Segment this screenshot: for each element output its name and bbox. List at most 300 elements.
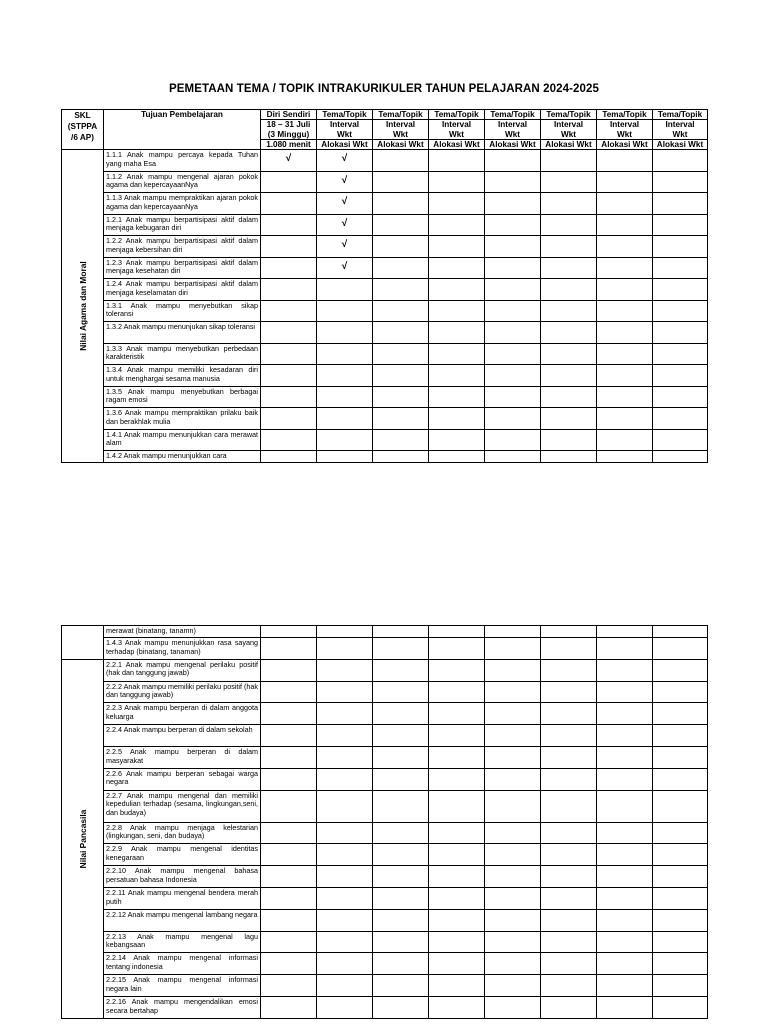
tujuan-pembelajaran-cell: 2.2.15 Anak mampu mengenal informasi negara lain	[104, 975, 261, 997]
col-topik-interval: Interval	[597, 120, 653, 130]
allocation-cell	[541, 822, 597, 844]
table-row	[62, 638, 708, 660]
allocation-cell	[261, 429, 317, 451]
allocation-cell	[541, 408, 597, 430]
allocation-cell	[261, 638, 317, 660]
allocation-cell	[485, 171, 541, 193]
allocation-cell	[261, 746, 317, 768]
tujuan-pembelajaran-cell: 2.2.5 Anak mampu berperan di dalam masyarakat	[104, 746, 261, 768]
allocation-cell	[541, 257, 597, 279]
allocation-cell	[653, 322, 708, 344]
allocation-cell	[485, 996, 541, 1018]
allocation-cell	[541, 343, 597, 365]
allocation-cell	[597, 214, 653, 236]
allocation-cell	[485, 365, 541, 387]
allocation-cell	[485, 236, 541, 258]
allocation-cell	[653, 746, 708, 768]
table-row	[62, 279, 708, 301]
skl-category-cell	[62, 626, 104, 660]
col-topik-wkt: Wkt	[653, 130, 708, 140]
col-topik-title: Tema/Topik	[373, 110, 429, 120]
table-row	[62, 953, 708, 975]
allocation-cell	[317, 953, 373, 975]
allocation-cell	[541, 996, 597, 1018]
allocation-cell	[485, 822, 541, 844]
allocation-cell	[261, 996, 317, 1018]
allocation-cell	[597, 236, 653, 258]
tujuan-pembelajaran-cell: 1.4.1 Anak mampu menunjukkan cara merawat alam	[104, 429, 261, 451]
allocation-cell	[261, 451, 317, 463]
allocation-cell	[429, 408, 485, 430]
table-row	[62, 365, 708, 387]
allocation-cell	[373, 746, 429, 768]
tujuan-pembelajaran-cell: 2.2.14 Anak mampu mengenal informasi tentang indonesia	[104, 953, 261, 975]
allocation-cell	[373, 343, 429, 365]
table-row	[62, 322, 708, 344]
col-topik-wkt: Wkt	[485, 130, 541, 140]
table-row	[62, 171, 708, 193]
table-row	[62, 150, 708, 172]
col-topik-interval: Interval	[541, 120, 597, 130]
table-row	[62, 236, 708, 258]
allocation-cell	[317, 451, 373, 463]
tujuan-pembelajaran-cell: 1.4.2 Anak mampu menunjukkan cara	[104, 451, 261, 463]
allocation-cell	[373, 909, 429, 931]
col-topik-alokasi: Alokasi Wkt	[597, 140, 653, 150]
allocation-cell	[485, 681, 541, 703]
table-row	[62, 790, 708, 822]
allocation-cell	[373, 386, 429, 408]
allocation-cell	[597, 822, 653, 844]
allocation-cell	[373, 638, 429, 660]
allocation-cell	[597, 626, 653, 638]
allocation-cell	[429, 975, 485, 997]
allocation-cell	[541, 214, 597, 236]
allocation-cell	[597, 703, 653, 725]
allocation-cell	[317, 429, 373, 451]
allocation-cell	[429, 300, 485, 322]
allocation-cell	[653, 681, 708, 703]
allocation-cell	[373, 975, 429, 997]
allocation-cell	[653, 279, 708, 301]
tujuan-pembelajaran-cell: 2.2.9 Anak mampu mengenal identitas kenegaraan	[104, 844, 261, 866]
col-first-title: Diri Sendiri	[261, 110, 317, 120]
allocation-cell	[597, 451, 653, 463]
allocation-cell	[261, 681, 317, 703]
allocation-cell	[485, 343, 541, 365]
allocation-cell	[261, 214, 317, 236]
allocation-cell	[597, 300, 653, 322]
allocation-cell	[597, 844, 653, 866]
allocation-cell	[373, 150, 429, 172]
table-row	[62, 975, 708, 997]
allocation-cell	[485, 386, 541, 408]
allocation-cell	[373, 931, 429, 953]
allocation-cell	[653, 236, 708, 258]
allocation-cell	[429, 866, 485, 888]
allocation-cell	[261, 279, 317, 301]
allocation-cell	[485, 866, 541, 888]
allocation-cell	[429, 322, 485, 344]
allocation-cell	[485, 768, 541, 790]
tujuan-pembelajaran-cell: 1.2.4 Anak mampu berpartisipasi aktif dalam menjaga keselamatan diri	[104, 279, 261, 301]
allocation-cell	[261, 408, 317, 430]
allocation-cell	[429, 193, 485, 215]
allocation-cell	[317, 931, 373, 953]
allocation-cell	[373, 257, 429, 279]
allocation-cell	[373, 844, 429, 866]
allocation-cell	[317, 725, 373, 747]
skl-header: SKL (STPPA /6 AP)	[62, 110, 104, 150]
tujuan-pembelajaran-cell: 2.2.3 Anak mampu berperan di dalam anggota keluarga	[104, 703, 261, 725]
col-topik-alokasi: Alokasi Wkt	[541, 140, 597, 150]
col-topik-interval: Interval	[429, 120, 485, 130]
allocation-cell	[317, 746, 373, 768]
col-topik-interval: Interval	[317, 120, 373, 130]
col-topik-alokasi: Alokasi Wkt	[485, 140, 541, 150]
col-topik-alokasi: Alokasi Wkt	[373, 140, 429, 150]
table-row	[62, 725, 708, 747]
allocation-cell: √	[317, 150, 373, 172]
skl-category-label: Nilai Agama dan Moral	[77, 261, 88, 351]
allocation-cell	[429, 343, 485, 365]
allocation-cell	[485, 300, 541, 322]
allocation-cell	[429, 887, 485, 909]
table-row	[62, 451, 708, 463]
tujuan-pembelajaran-cell: 2.2.2 Anak mampu memiliki perilaku positif (hak dan tanggung jawab)	[104, 681, 261, 703]
col-topik-title: Tema/Topik	[317, 110, 373, 120]
allocation-cell	[597, 746, 653, 768]
allocation-cell	[317, 703, 373, 725]
allocation-cell	[373, 866, 429, 888]
allocation-cell	[597, 638, 653, 660]
allocation-cell	[597, 953, 653, 975]
table-row	[62, 703, 708, 725]
allocation-cell	[317, 822, 373, 844]
allocation-cell	[541, 150, 597, 172]
col-topik-alokasi: Alokasi Wkt	[653, 140, 708, 150]
allocation-cell	[541, 279, 597, 301]
allocation-cell	[597, 681, 653, 703]
allocation-cell	[429, 214, 485, 236]
allocation-cell	[429, 844, 485, 866]
allocation-cell	[541, 171, 597, 193]
allocation-cell	[485, 214, 541, 236]
tujuan-pembelajaran-cell: 2.2.6 Anak mampu berperan sebagai warga negara	[104, 768, 261, 790]
allocation-cell	[597, 659, 653, 681]
allocation-cell	[261, 236, 317, 258]
col-topik-interval: Interval	[373, 120, 429, 130]
allocation-cell	[261, 887, 317, 909]
allocation-cell	[317, 681, 373, 703]
tujuan-header: Tujuan Pembelajaran	[104, 110, 261, 150]
allocation-cell	[429, 257, 485, 279]
allocation-cell	[485, 279, 541, 301]
allocation-cell	[317, 279, 373, 301]
page-title: PEMETAAN TEMA / TOPIK INTRAKURIKULER TAHUN PELAJARAN 2024-2025	[168, 83, 600, 95]
tujuan-pembelajaran-cell: 2.2.10 Anak mampu mengenal bahasa persatuan bahasa Indonesia	[104, 866, 261, 888]
allocation-cell	[597, 725, 653, 747]
allocation-cell	[485, 257, 541, 279]
table-row	[62, 681, 708, 703]
allocation-cell	[261, 866, 317, 888]
tujuan-pembelajaran-cell: 1.2.2 Anak mampu berpartisipasi aktif dalam menjaga kebersihan diri	[104, 236, 261, 258]
allocation-cell	[541, 931, 597, 953]
table-row	[62, 996, 708, 1018]
allocation-cell	[653, 768, 708, 790]
tujuan-pembelajaran-cell: 1.1.1 Anak mampu percaya kepada Tuhan yang maha Esa	[104, 150, 261, 172]
table-row	[62, 909, 708, 931]
mapping-table-page-2	[61, 625, 708, 1019]
allocation-cell	[373, 659, 429, 681]
allocation-cell	[653, 703, 708, 725]
allocation-cell	[485, 931, 541, 953]
table-row	[62, 822, 708, 844]
allocation-cell	[429, 451, 485, 463]
col-topik-title: Tema/Topik	[485, 110, 541, 120]
allocation-cell	[261, 193, 317, 215]
allocation-cell	[653, 866, 708, 888]
allocation-cell: √	[317, 193, 373, 215]
allocation-cell	[429, 790, 485, 822]
allocation-cell	[317, 790, 373, 822]
allocation-cell	[485, 322, 541, 344]
tujuan-pembelajaran-cell: 1.2.3 Anak mampu berpartisipasi aktif dalam menjaga kesehatan diri	[104, 257, 261, 279]
allocation-cell	[261, 300, 317, 322]
skl-category-cell	[62, 150, 104, 463]
allocation-cell	[597, 171, 653, 193]
allocation-cell	[317, 909, 373, 931]
allocation-cell	[653, 725, 708, 747]
allocation-cell	[653, 931, 708, 953]
allocation-cell	[541, 386, 597, 408]
col-topik-interval: Interval	[485, 120, 541, 130]
allocation-cell	[485, 725, 541, 747]
allocation-cell	[541, 365, 597, 387]
table-row	[62, 659, 708, 681]
allocation-cell	[317, 768, 373, 790]
allocation-cell	[373, 236, 429, 258]
allocation-cell	[653, 300, 708, 322]
tujuan-pembelajaran-cell: 1.3.3 Anak mampu menyebutkan perbedaan karakteristik	[104, 343, 261, 365]
allocation-cell	[429, 236, 485, 258]
col-topik-interval: Interval	[653, 120, 708, 130]
allocation-cell	[541, 626, 597, 638]
tujuan-pembelajaran-cell: 1.3.1 Anak mampu menyebutkan sikap toleransi	[104, 300, 261, 322]
allocation-cell	[373, 822, 429, 844]
allocation-cell	[485, 790, 541, 822]
allocation-cell	[485, 193, 541, 215]
tujuan-pembelajaran-cell: 2.2.7 Anak mampu mengenal dan memiliki kepedulian terhadap (sesama, lingkungan,seni, dan budaya)	[104, 790, 261, 822]
tujuan-pembelajaran-cell: merawat (binatang, tanamn)	[104, 626, 261, 638]
allocation-cell	[317, 322, 373, 344]
allocation-cell	[541, 451, 597, 463]
allocation-cell	[317, 386, 373, 408]
allocation-cell	[597, 909, 653, 931]
table-row	[62, 768, 708, 790]
table-row	[62, 626, 708, 638]
allocation-cell	[373, 887, 429, 909]
allocation-cell	[653, 408, 708, 430]
allocation-cell	[597, 343, 653, 365]
allocation-cell	[261, 725, 317, 747]
allocation-cell	[597, 790, 653, 822]
allocation-cell	[653, 887, 708, 909]
allocation-cell: √	[317, 257, 373, 279]
allocation-cell	[317, 866, 373, 888]
allocation-cell	[429, 768, 485, 790]
allocation-cell	[485, 408, 541, 430]
allocation-cell	[485, 844, 541, 866]
col-topik-title: Tema/Topik	[541, 110, 597, 120]
col-topik-wkt: Wkt	[317, 130, 373, 140]
mapping-table-page-1	[61, 109, 708, 463]
allocation-cell	[597, 150, 653, 172]
tujuan-pembelajaran-cell: 2.2.11 Anak mampu mengenal bendera merah putih	[104, 887, 261, 909]
allocation-cell	[429, 909, 485, 931]
allocation-cell	[429, 953, 485, 975]
allocation-cell	[261, 975, 317, 997]
allocation-cell	[317, 365, 373, 387]
allocation-cell	[653, 996, 708, 1018]
allocation-cell	[653, 257, 708, 279]
tujuan-pembelajaran-cell: 2.2.8 Anak mampu menjaga kelestarian (lingkungan, seni, dan budaya)	[104, 822, 261, 844]
allocation-cell	[541, 866, 597, 888]
allocation-cell	[261, 257, 317, 279]
allocation-cell	[429, 150, 485, 172]
allocation-cell	[653, 822, 708, 844]
skl-category-label: Nilai Pancasila	[77, 809, 88, 869]
tujuan-pembelajaran-cell: 2.2.16 Anak mampu mengendalikan emosi secara bertahap	[104, 996, 261, 1018]
allocation-cell	[429, 429, 485, 451]
table-row	[62, 866, 708, 888]
allocation-cell	[373, 408, 429, 430]
allocation-cell	[373, 171, 429, 193]
allocation-cell	[373, 429, 429, 451]
col-topik-wkt: Wkt	[373, 130, 429, 140]
allocation-cell	[485, 909, 541, 931]
col-topik-wkt: Wkt	[541, 130, 597, 140]
allocation-cell	[485, 887, 541, 909]
allocation-cell	[653, 953, 708, 975]
allocation-cell	[597, 429, 653, 451]
allocation-cell	[597, 386, 653, 408]
table-row	[62, 746, 708, 768]
table-row	[62, 193, 708, 215]
table-row	[62, 214, 708, 236]
allocation-cell	[429, 703, 485, 725]
allocation-cell	[485, 626, 541, 638]
allocation-cell	[485, 703, 541, 725]
allocation-cell	[653, 214, 708, 236]
allocation-cell	[653, 386, 708, 408]
allocation-cell	[597, 887, 653, 909]
tujuan-pembelajaran-cell: 1.3.6 Anak mampu mempraktikan prilaku baik dan berakhlak mulia	[104, 408, 261, 430]
table-row	[62, 408, 708, 430]
tujuan-pembelajaran-cell: 1.2.1 Anak mampu berpartisipasi aktif dalam menjaga kebugaran diri	[104, 214, 261, 236]
tujuan-pembelajaran-cell: 1.1.2 Anak mampu mengenal ajaran pokok agama dan kepercayaanNya	[104, 171, 261, 193]
allocation-cell	[597, 931, 653, 953]
allocation-cell	[317, 408, 373, 430]
table-row	[62, 429, 708, 451]
allocation-cell	[541, 193, 597, 215]
col-topik-alokasi: Alokasi Wkt	[429, 140, 485, 150]
tujuan-pembelajaran-cell: 1.3.5 Anak mampu menyebutkan berbagai ragam emosi	[104, 386, 261, 408]
allocation-cell	[653, 844, 708, 866]
allocation-cell	[317, 300, 373, 322]
table-row	[62, 844, 708, 866]
allocation-cell	[373, 681, 429, 703]
allocation-cell	[261, 822, 317, 844]
allocation-cell	[541, 909, 597, 931]
allocation-cell	[653, 659, 708, 681]
allocation-cell	[485, 659, 541, 681]
allocation-cell	[429, 638, 485, 660]
allocation-cell	[485, 953, 541, 975]
table-row	[62, 300, 708, 322]
allocation-cell	[541, 703, 597, 725]
allocation-cell	[429, 626, 485, 638]
allocation-cell	[261, 626, 317, 638]
allocation-cell	[373, 626, 429, 638]
allocation-cell	[541, 725, 597, 747]
allocation-cell	[429, 725, 485, 747]
table-row	[62, 257, 708, 279]
allocation-cell	[653, 626, 708, 638]
allocation-cell	[485, 746, 541, 768]
allocation-cell	[261, 171, 317, 193]
tujuan-pembelajaran-cell: 1.4.3 Anak mampu menunjukkan rasa sayang terhadap (binatang, tanaman)	[104, 638, 261, 660]
allocation-cell	[653, 343, 708, 365]
allocation-cell	[317, 626, 373, 638]
allocation-cell	[429, 746, 485, 768]
tujuan-pembelajaran-cell: 2.2.1 Anak mampu mengenal perilaku positif (hak dan tanggung jawab)	[104, 659, 261, 681]
allocation-cell	[485, 638, 541, 660]
allocation-cell	[597, 768, 653, 790]
allocation-cell	[261, 768, 317, 790]
allocation-cell	[541, 953, 597, 975]
table-row	[62, 887, 708, 909]
allocation-cell	[429, 822, 485, 844]
allocation-cell	[597, 279, 653, 301]
allocation-cell	[317, 975, 373, 997]
allocation-cell	[541, 746, 597, 768]
allocation-cell	[653, 638, 708, 660]
allocation-cell	[653, 365, 708, 387]
allocation-cell	[373, 953, 429, 975]
allocation-cell	[261, 909, 317, 931]
allocation-cell	[597, 408, 653, 430]
allocation-cell	[261, 322, 317, 344]
tujuan-pembelajaran-cell: 2.2.4 Anak mampu berperan di dalam sekolah	[104, 725, 261, 747]
allocation-cell	[373, 703, 429, 725]
allocation-cell	[541, 659, 597, 681]
allocation-cell	[261, 386, 317, 408]
allocation-cell: √	[317, 171, 373, 193]
tujuan-pembelajaran-cell: 2.2.12 Anak mampu mengenal lambang negara	[104, 909, 261, 931]
col-topik-title: Tema/Topik	[429, 110, 485, 120]
allocation-cell	[429, 931, 485, 953]
col-topik-wkt: Wkt	[597, 130, 653, 140]
allocation-cell	[597, 193, 653, 215]
allocation-cell	[429, 365, 485, 387]
allocation-cell	[317, 343, 373, 365]
allocation-cell	[373, 768, 429, 790]
allocation-cell: √	[261, 150, 317, 172]
allocation-cell	[541, 844, 597, 866]
col-first-weeks: (3 Minggu)	[261, 130, 317, 140]
allocation-cell	[373, 996, 429, 1018]
